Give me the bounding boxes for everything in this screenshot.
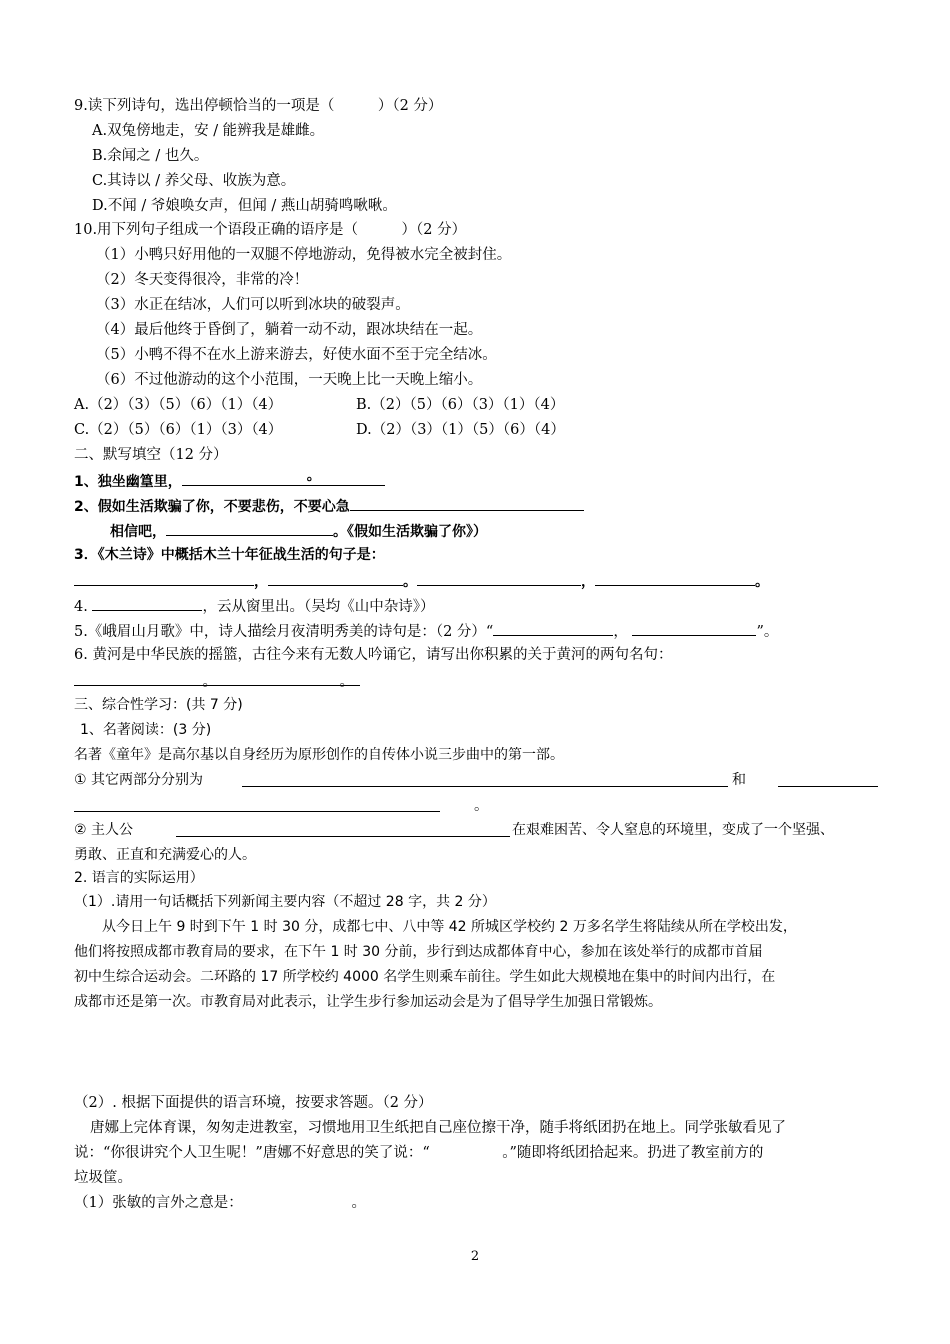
s3-item2-cont: 勇敢、正直和充满爱心的人。 [74,847,256,863]
s2-q4-suffix: ，云从窗里出。（吴均《山中杂诗》） [202,599,435,615]
s2-q2b-blank[interactable] [166,520,333,536]
s2-q3-comma-2: ， [581,574,595,590]
s3-story-line-3: 垃圾筐。 [74,1170,132,1186]
s2-q3-blank-3[interactable] [417,570,581,586]
s2-q3-comma-1: ， [254,574,268,590]
s2-q2b-suffix: 。《假如生活欺骗了你》） [333,524,487,540]
s2-q2b [110,520,487,542]
s2-q1-blank-2[interactable] [307,470,385,486]
page-number: 2 [470,1249,480,1264]
s3-p2-stem: （2）. 根据下面提供的语言环境，按要求答题。（2 分） [74,1095,433,1111]
s2-q3-blank-1[interactable] [74,570,254,586]
s2-q5-prefix: 5.《峨眉山月歌》中，诗人描绘月夜清明秀美的诗句是：（2 分）“ [74,624,494,640]
q9-stem: 9.读下列诗句，选出停顿恰当的一项是（ ）（2 分） [74,98,443,114]
s2-q2b-prefix: 相信吧， [110,524,166,540]
q9-option-b: B.余闻之 / 也久。 [92,148,209,164]
s3-item2-prefix: ② 主人公 [74,822,134,838]
s2-q6: 6. 黄河是中华民族的摇篮，古往今来有无数人吟诵它，请写出你积累的关于黄河的两句名句： [74,647,673,663]
q10-stem: 10.用下列句子组成一个语段正确的语序是（ ）（2 分） [74,222,467,238]
s2-q3-blank-4[interactable] [595,570,755,586]
s3-item1-period: 。 [474,798,489,814]
s3-sub1: 1、名著阅读：(3 分) [80,722,212,738]
q9-option-d: D.不闻 / 爷娘唤女声，但闻 / 燕山胡骑鸣啾啾。 [92,198,397,214]
s2-q3: 3．《木兰诗》中概括木兰十年征战生活的句子是： [74,547,385,563]
s2-q5-blank-2[interactable] [632,620,756,636]
s3-news-line-1: 从今日上午 9 时到下午 1 时 30 分，成都七中、八中等 42 所城区学校约 2 万多名学生将陆续从所在学校出发， [102,919,797,935]
s3-news-line-4: 成都市还是第一次。市教育局对此表示，让学生步行参加运动会是为了倡导学生加强日常锻炼。 [74,994,662,1010]
q10-sentence-5: （5）小鸭不得不在水上游来游去，好使水面不至于完全结冰。 [96,347,497,363]
q10-option-a: A.（2）（3）（5）（6）（1）（4） [74,397,283,413]
s3-item1-and: 和 [732,772,746,788]
s2-q2 [74,495,584,517]
s2-q4 [74,595,434,617]
s2-q4-prefix: 4. [74,599,88,615]
q10-option-b: B.（2）（5）（6）（3）（1）（4） [356,397,565,413]
q9-option-c: C.其诗以 / 养父母、收族为意。 [92,173,296,189]
s2-q3-blank-2[interactable] [268,570,403,586]
s3-p2-q1: （1）张敏的言外之意是： 。 [74,1195,366,1211]
q10-sentence-2: （2）冬天变得很冷，非常的冷！ [96,272,309,288]
s3-news-line-3: 初中生综合运动会。二环路的 17 所学校约 4000 名学生则乘车前往。学生如此大规模地在集中的时间内出行，在 [74,969,776,985]
s3-item1-prefix: ① 其它两部分分别为 [74,772,204,788]
s2-q5-blank-1[interactable] [493,620,613,636]
q10-sentence-4: （4）最后他终于昏倒了，躺着一动不动，跟冰块结在一起。 [96,322,483,338]
s2-q6-period-1: 。 [202,674,217,690]
q9-option-a: A.双兔傍地走，安 / 能辨我是雄雌。 [92,123,325,139]
s3-item1-blank-2[interactable] [778,771,878,787]
s2-q6-blanks [74,670,360,692]
s2-q3-period-1: 。 [403,574,417,590]
s2-q2-blank[interactable] [350,495,584,511]
s3-p1-stem: （1）.请用一句话概括下列新闻主要内容（不超过 28 字，共 2 分） [74,894,496,910]
s2-q3-period-2: 。 [755,574,769,590]
s3-story-line-1: 唐娜上完体育课，匆匆走进教室，习惯地用卫生纸把自己座位擦干净，随手将纸团扔在地上。同学张敏看见了 [90,1120,786,1136]
s2-q1-blank-1[interactable] [182,470,307,486]
s2-q5-comma: ， [613,624,628,640]
s3-intro: 名著《童年》是高尔基以自身经历为原形创作的自传体小说三步曲中的第一部。 [74,747,564,763]
q10-option-c: C.（2）（5）（6）（1）（3）（4） [74,422,283,438]
s2-q1-prefix: 1、独坐幽篁里， [74,474,182,490]
s3-sub2: 2. 语言的实际运用） [74,870,204,886]
s3-news-line-2: 他们将按照成都市教育局的要求，在下午 1 时 30 分前，步行到达成都体育中心，参加在该处举行的成都市首届 [74,944,763,960]
q10-sentence-1: （1）小鸭只好用他的一双腿不停地游动，免得被水完全被封住。 [96,247,512,263]
s2-q1-period: 。 [306,468,321,484]
s2-q1 [74,470,385,492]
section2-heading: 二、默写填空（12 分） [74,447,228,463]
s3-item1-blank-1[interactable] [242,771,728,787]
q10-sentence-6: （6）不过他游动的这个小范围，一天晚上比一天晚上缩小。 [96,372,483,388]
s2-q5 [74,620,778,642]
s2-q2-prefix: 2、假如生活欺骗了你，不要悲伤，不要心急 [74,499,350,515]
s2-q6-blank-2[interactable] [214,670,360,690]
s3-item1-blank-3[interactable] [74,796,440,812]
s3-item2-blank[interactable] [176,821,510,837]
s2-q6-period-2: 。 [339,674,354,690]
s3-story-line-2: 说：“你很讲究个人卫生呢！”唐娜不好意思的笑了说：“ 。”随即将纸团拾起来。扔进了教室前方的 [74,1145,764,1161]
s2-q4-blank[interactable] [92,595,202,611]
s2-q6-blank-1[interactable] [74,670,217,690]
q10-sentence-3: （3）水正在结冰，人们可以听到冰块的破裂声。 [96,297,410,313]
q10-option-d: D.（2）（3）（1）（5）（6）（4） [356,422,565,438]
s2-q3-blanks [74,570,769,592]
s2-q5-suffix: ”。 [756,624,779,640]
s3-item2-suffix: 在艰难困苦、令人窒息的环境里，变成了一个坚强、 [512,822,834,838]
section3-heading: 三、综合性学习：(共 7 分) [74,697,243,713]
